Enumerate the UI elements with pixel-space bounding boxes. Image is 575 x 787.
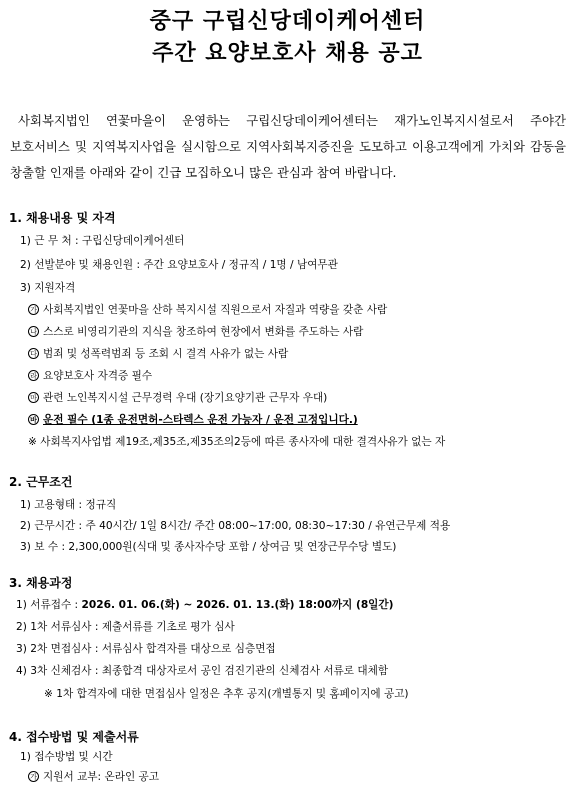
document-submission-line: 1) 서류접수 : 2026. 01. 06.(화) ~ 2026. 01. 13.(화) 18:00까지 (8일간) bbox=[16, 599, 394, 611]
qualification-item: 가 사회복지법인 연꽃마을 산하 복지시설 직원으로서 자질과 역량을 갖춘 사람 bbox=[28, 302, 387, 318]
circled-letter-icon: 가 bbox=[28, 771, 39, 782]
section3-heading: 3. 채용과정 bbox=[9, 576, 73, 590]
interview-schedule-note: ※ 1차 합격자에 대한 면접심사 일정은 추후 공지(개별통지 및 홈페이지에 공고) bbox=[44, 688, 409, 700]
page-title: 중구 구립신당데이케어센터 bbox=[149, 8, 426, 34]
qualification-item: 다 범죄 및 성폭력범죄 등 조회 시 결격 사유가 없는 사람 bbox=[28, 346, 288, 362]
submission-item: 가 지원서 교부: 온라인 공고 bbox=[28, 769, 159, 785]
circled-letter-icon: 다 bbox=[28, 348, 39, 359]
interview-step-line: 3) 2차 면접심사 : 서류심사 합격자를 대상으로 심층면접 bbox=[16, 643, 276, 655]
field-line: 2) 선발분야 및 채용인원 : 주간 요양보호사 / 정규직 / 1명 / 남여무관 bbox=[20, 259, 338, 271]
qualification-note: ※ 사회복지사업법 제19조,제35조,제35조의2등에 따른 종사자에 대한 결격사유가 없는 자 bbox=[28, 436, 446, 448]
employment-type-line: 1) 고용형태 : 정규직 bbox=[20, 499, 117, 511]
circled-letter-icon: 바 bbox=[28, 414, 39, 425]
section4-heading: 4. 접수방법 및 제출서류 bbox=[9, 730, 139, 744]
qualification-item: 나 스스로 비영리기관의 지식을 창조하여 현장에서 변화를 주도하는 사람 bbox=[28, 324, 363, 340]
qualification-label: 3) 지원자격 bbox=[20, 282, 76, 294]
qualification-item-driving: 바 운전 필수 (1종 운전면허-스타렉스 운전 가능자 / 운전 고정입니다.) bbox=[28, 412, 358, 428]
section1-heading: 1. 채용내용 및 자격 bbox=[9, 211, 116, 225]
qualification-item: 마 관련 노인복지시설 근무경력 우대 (장기요양기관 근무자 우대) bbox=[28, 390, 327, 406]
medical-check-line: 4) 3차 신체검사 : 최종합격 대상자로서 공인 검진기관의 신체검사 서류로 대체함 bbox=[16, 665, 389, 677]
circled-letter-icon: 마 bbox=[28, 392, 39, 403]
page-subtitle: 주간 요양보호사 채용 공고 bbox=[152, 40, 423, 66]
intro-paragraph: 사회복지법인 연꽃마을이 운영하는 구립신당데이케어센터는 재가노인복지시설로서 주야간 보호서비스 및 지역복지사업을 실시함으로 지역사회복지증진을 도모하고 이용고객에게 가치와 감동을 창출할 인재를 아래와 같이 긴급 모집하오니 많은 관심과 참여 바랍니다. bbox=[10, 113, 566, 180]
submission-method-line: 1) 접수방법 및 시간 bbox=[20, 751, 113, 763]
work-hours-line: 2) 근무시간 : 주 40시간/ 1일 8시간/ 주간 08:00~17:00, 08:30~17:30 / 유연근무제 적용 bbox=[20, 520, 451, 532]
pay-line: 3) 보 수 : 2,300,000원(식대 및 종사자수당 포함 / 상여금 및 연장근무수당 별도) bbox=[20, 541, 397, 553]
circled-letter-icon: 나 bbox=[28, 326, 39, 337]
workplace-line: 1) 근 무 처 : 구립신당데이케어센터 bbox=[20, 235, 185, 247]
screening-step-line: 2) 1차 서류심사 : 제출서류를 기초로 평가 심사 bbox=[16, 621, 235, 633]
submission-period: 2026. 01. 06.(화) ~ 2026. 01. 13.(화) 18:00까지 (8일간) bbox=[81, 599, 394, 611]
section2-heading: 2. 근무조건 bbox=[9, 475, 73, 489]
qualification-item: 라 요양보호사 자격증 필수 bbox=[28, 368, 152, 384]
circled-letter-icon: 라 bbox=[28, 370, 39, 381]
circled-letter-icon: 가 bbox=[28, 304, 39, 315]
